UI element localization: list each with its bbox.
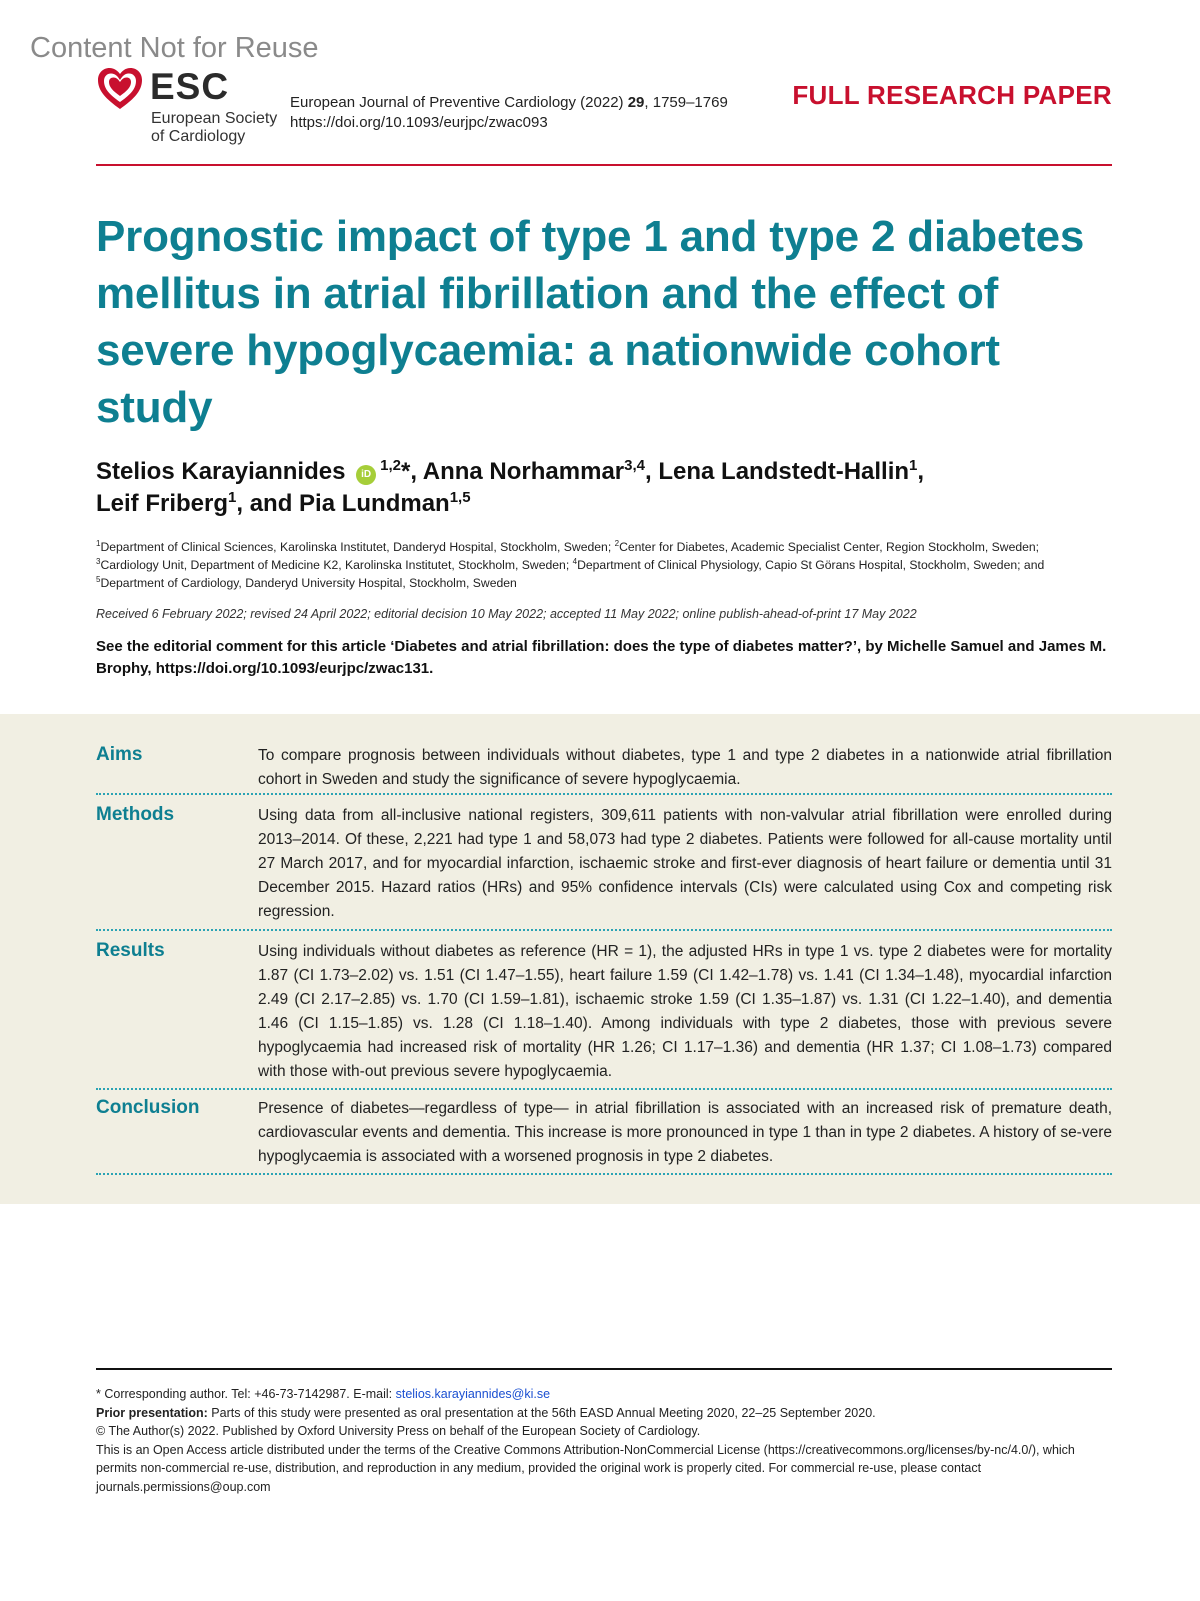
affiliation-text: Department of Clinical Sciences, Karolinska Institutet, Danderyd Hospital, Stockholm, Sweden; — [100, 540, 615, 554]
author-name[interactable]: Anna Norhammar — [422, 458, 625, 485]
article-doi[interactable]: https://doi.org/10.1093/eurjpc/zwac093 — [290, 114, 548, 131]
logo-wordmark: ESC — [150, 66, 230, 107]
license-note: This is an Open Access article distributed under the terms of the Creative Commons Attribution-NonCommercial License (https://creativecommons.org/licenses/by-nc/4.0/), which permits non-commercial re-use, distribution, and reproduction in any medium, provided the original work is properly cited. For commercial re-use, please contact journals.permissions@oup.com — [96, 1442, 1075, 1494]
article-title: Prognostic impact of type 1 and type 2 diabetes mellitus in atrial fibrillation and the effect of severe hypoglycaemia: a nationwide cohort study — [96, 212, 1085, 432]
abstract-section-conclusion — [96, 1097, 1112, 1175]
affiliation-marker: 3 — [96, 557, 101, 566]
journal-volume: 29 — [627, 94, 645, 111]
structured-abstract — [0, 714, 1200, 1204]
author-name[interactable]: Stelios Karayiannides — [96, 458, 346, 485]
watermark-text: Content Not for Reuse — [30, 32, 319, 64]
author-separator: , — [645, 458, 659, 485]
journal-citation — [290, 92, 728, 114]
prior-presentation-note — [96, 1404, 1112, 1423]
heart-logo-icon — [96, 66, 144, 112]
received-dates: Received 6 February 2022; revised 24 April 2022; editorial decision 10 May 2022; accepted 11 May 2022; online publish-ahead-of-print 17 May 2022 — [96, 607, 917, 621]
author-list — [96, 456, 1106, 520]
author-affiliation-marker: 1,2 — [380, 457, 401, 474]
abstract-label: Results — [96, 940, 165, 961]
abstract-label: Methods — [96, 804, 175, 825]
abstract-label: Conclusion — [96, 1097, 200, 1118]
corresponding-email-link[interactable]: stelios.karayiannides@ki.se — [395, 1387, 551, 1401]
corresponding-author-prefix: * Corresponding author. Tel: +46-73-7142987. E-mail: — [96, 1387, 396, 1401]
author-name[interactable]: Lena Landstedt-Hallin — [658, 458, 910, 485]
header-divider — [96, 164, 1112, 166]
editorial-note: See the editorial comment for this article ‘Diabetes and atrial fibrillation: does the type of diabetes matter?’, by Michelle Samuel and James M. Brophy, https://doi.org/10.1093/eurjpc/zwac131. — [96, 638, 1107, 677]
abstract-label: Aims — [96, 744, 143, 765]
author-affiliation-marker: 3,4 — [624, 457, 645, 474]
corresponding-author-note — [96, 1385, 1112, 1404]
affiliation-marker: 5 — [96, 575, 101, 584]
affiliation-marker: 1 — [96, 539, 101, 548]
affiliation-text: Center for Diabetes, Academic Specialist Center, Region Stockholm, Sweden; — [619, 540, 1040, 554]
affiliation-marker: 4 — [572, 557, 578, 566]
author-affiliation-marker: 1 — [228, 489, 237, 506]
paper-type-label: FULL RESEARCH PAPER — [792, 80, 1112, 110]
abstract-text: Using data from all-inclusive national registers, 309,611 patients with non-valvular atrial fibrillation were enrolled during 2013–2014. Of these, 2,221 had type 1 and 58,073 had type 2 diabetes. Patients were followed for all-cause mortality until 27 March 2017, and for myocardial infarction, ischaemic stroke and first-ever diagnosis of heart failure or dementia until 31 December 2015. Hazard ratios (HRs) and 95% confidence intervals (CIs) were calculated using Cox and competing risk regression. — [258, 807, 1112, 920]
author-name[interactable]: Pia Lundman — [299, 490, 450, 517]
logo-society-line2: of Cardiology — [151, 128, 246, 145]
affiliation-text: Department of Clinical Physiology, Capio St Görans Hospital, Stockholm, Sweden; and — [577, 558, 1045, 572]
logo-society-line1: European Society — [151, 110, 278, 127]
affiliation-text: Cardiology Unit, Department of Medicine K2, Karolinska Institutet, Stockholm, Sweden; — [100, 558, 573, 572]
copyright-note: © The Author(s) 2022. Published by Oxford University Press on behalf of the European Society of Cardiology. — [96, 1424, 701, 1438]
abstract-section-results — [96, 940, 1112, 1090]
author-separator: , — [917, 458, 925, 485]
author-name[interactable]: Leif Friberg — [96, 490, 229, 517]
prior-presentation-text: Parts of this study were presented as oral presentation at the 56th EASD Annual Meeting 2020, 22–25 September 2020. — [207, 1405, 876, 1420]
esc-logo — [96, 64, 281, 149]
abstract-text: To compare prognosis between individuals without diabetes, type 1 and type 2 diabetes in a nationwide atrial fibrillation cohort in Sweden and study the significance of severe hypoglycaemia. — [258, 747, 1112, 788]
affiliation-marker: 2 — [614, 539, 620, 548]
affiliation-text: Department of Cardiology, Danderyd University Hospital, Stockholm, Sweden — [100, 576, 517, 590]
orcid-icon[interactable]: iD — [356, 465, 376, 485]
abstract-section-aims — [96, 744, 1112, 795]
author-separator: , and — [236, 490, 300, 517]
abstract-text: Using individuals without diabetes as reference (HR = 1), the adjusted HRs in type 1 vs. type 2 diabetes were for mortality 1.87 (CI 1.73–2.02) vs. 1.51 (CI 1.47–1.55), heart failure 1.59 (CI 1.42–1.78) vs. 1.41 (CI 1.34–1.48), myocardial infarction 2.49 (CI 2.17–2.85) vs. 1.70 (CI 1.59–1.81), ischaemic stroke 1.59 (CI 1.35–1.87) vs. 1.31 (CI 1.22–1.40), and dementia 1.46 (CI 1.15–1.85) vs. 1.28 (CI 1.18–1.40). Among individuals with type 2 diabetes, those with previous severe hypoglycaemia had increased risk of mortality (HR 1.26; CI 1.17–1.36) and dementia (HR 1.37; CI 1.08–1.73) compared with those with-out previous severe hypoglycaemia. — [258, 943, 1112, 1080]
footnote-divider — [96, 1368, 1112, 1370]
affiliations — [96, 538, 1112, 592]
prior-presentation-label: Prior presentation: — [96, 1405, 208, 1420]
author-affiliation-marker: 1,5 — [449, 489, 471, 506]
corresponding-author-mark: * — [400, 458, 411, 485]
abstract-text: Presence of diabetes—regardless of type— in atrial fibrillation is associated with an increased risk of premature death, cardiovascular events and dementia. This increase is more pronounced in type 1 than in type 2 diabetes. A history of se-vere hypoglycaemia is associated with a worsened prognosis in type 2 diabetes. — [258, 1100, 1112, 1165]
author-separator: , — [410, 458, 423, 485]
author-affiliation-marker: 1 — [909, 457, 918, 474]
abstract-section-methods — [96, 804, 1112, 931]
logo-society-name — [151, 110, 277, 146]
footnotes — [96, 1385, 1112, 1496]
journal-pages: , 1759–1769 — [644, 94, 728, 111]
journal-name: European Journal of Preventive Cardiology (2022) — [290, 94, 624, 111]
